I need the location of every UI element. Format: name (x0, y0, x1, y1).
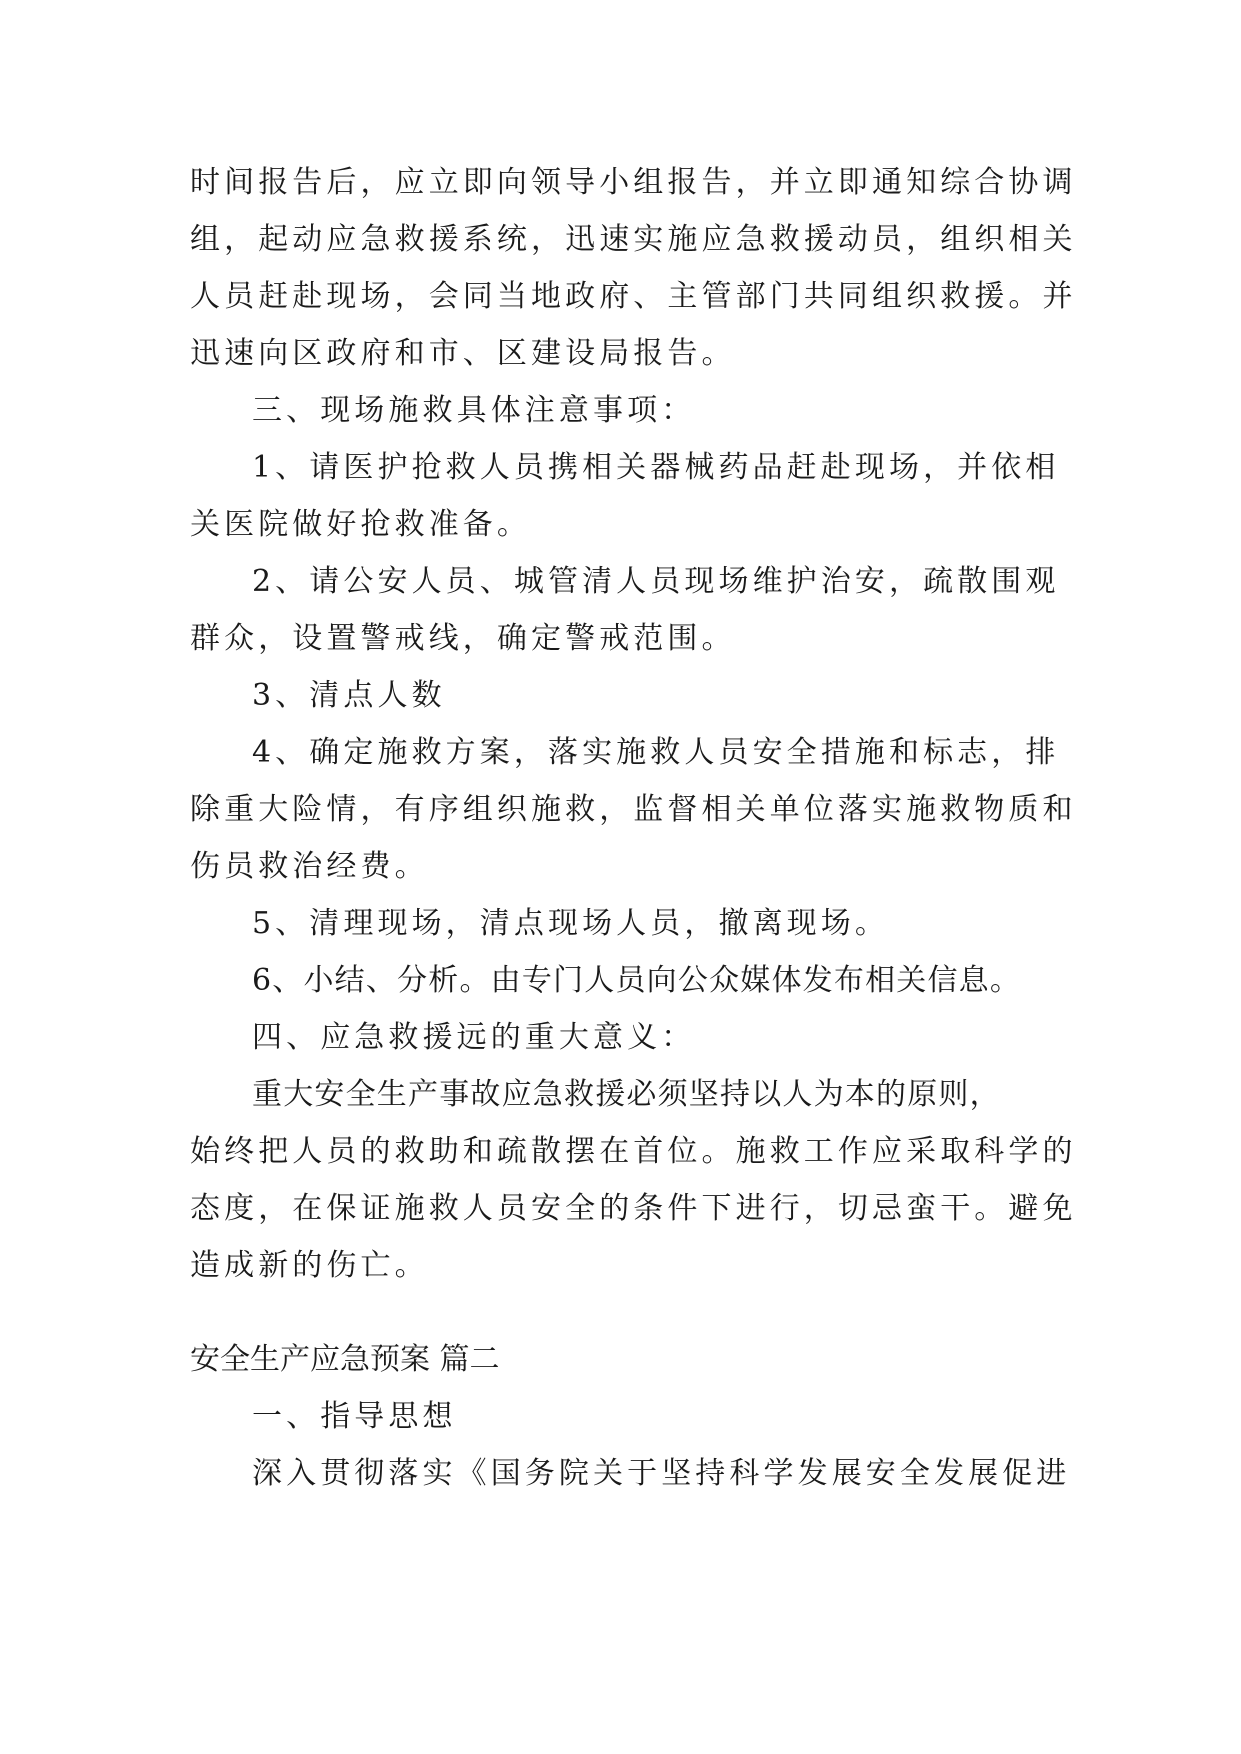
section-heading: 三、现场施救具体注意事项： (252, 393, 696, 428)
paragraph-line: 2、请公安人员、城管清人员现场维护治安，疏散围观 (252, 564, 1060, 599)
paragraph-line: 除重大险情，有序组织施救，监督相关单位落实施救物质和 (190, 792, 1077, 827)
paragraph-line: 6、小结、分析。由专门人员向公众媒体发布相关信息。 (252, 963, 1022, 998)
paragraph-line: 3、清点人数 (252, 678, 446, 713)
paragraph-line: 关医院做好抢救准备。 (190, 507, 531, 542)
section-heading: 一、指导思想 (252, 1399, 457, 1434)
paragraph-line: 时间报告后，应立即向领导小组报告，并立即通知综合协调 (190, 165, 1077, 200)
article-title: 安全生产应急预案 篇二 (190, 1342, 500, 1377)
paragraph-line: 造成新的伤亡。 (190, 1248, 429, 1283)
paragraph-line: 伤员救治经费。 (190, 849, 429, 884)
paragraph-line: 深入贯彻落实《国务院关于坚持科学发展安全发展促进 (252, 1456, 1071, 1491)
paragraph-line: 1、请医护抢救人员携相关器械药品赶赴现场，并依相 (252, 450, 1060, 485)
paragraph-line: 态度，在保证施救人员安全的条件下进行，切忌蛮干。避免 (190, 1191, 1077, 1226)
paragraph-line: 始终把人员的救助和疏散摆在首位。施救工作应采取科学的 (190, 1134, 1077, 1169)
paragraph-line: 5、清理现场，清点现场人员，撤离现场。 (252, 906, 889, 941)
section-heading: 四、应急救援远的重大意义： (252, 1020, 696, 1055)
paragraph-line: 迅速向区政府和市、区建设局报告。 (190, 336, 736, 371)
paragraph-line: 人员赶赴现场，会同当地政府、主管部门共同组织救援。并 (190, 279, 1077, 314)
paragraph-line: 重大安全生产事故应急救援必须坚持以人为本的原则， (252, 1077, 1001, 1112)
paragraph-line: 4、确定施救方案，落实施救人员安全措施和标志，排 (252, 735, 1060, 770)
paragraph-line: 群众，设置警戒线，确定警戒范围。 (190, 621, 736, 656)
paragraph-line: 组，起动应急救援系统，迅速实施应急救援动员，组织相关 (190, 222, 1077, 257)
